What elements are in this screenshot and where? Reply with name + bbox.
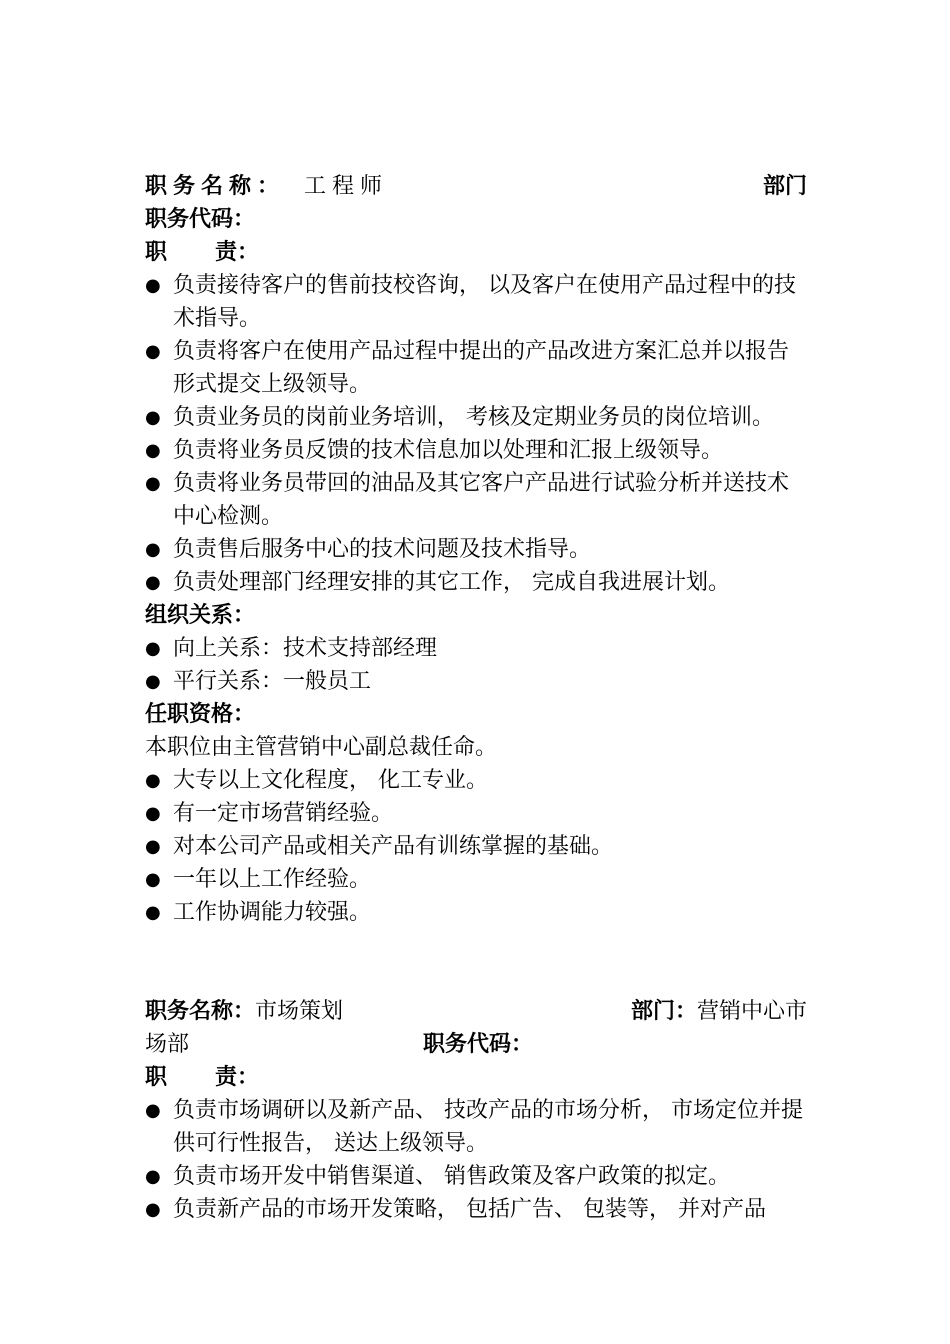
job1-duty-label-b: 责：: [215, 240, 260, 265]
job2-duty-heading: [145, 1061, 807, 1094]
list-item: ● 大专以上文化程度， 化工专业。: [145, 764, 807, 797]
list-item: ● 负责市场调研以及新产品、 技改产品的市场分析， 市场定位并提供可行性报告， 送达上级领导。: [145, 1094, 807, 1160]
job2-dept-label: 部门：: [630, 999, 697, 1024]
job2-code-label: 职务代码：: [423, 1032, 534, 1057]
job2-dept-value-b: 场部: [145, 1032, 190, 1057]
list-item: ● 平行关系：一般员工: [145, 665, 807, 698]
job2-second-line: [145, 1028, 807, 1061]
job1-dept-label: 部门: [762, 174, 807, 199]
job2-dept-value-a: 营销中心市: [696, 999, 807, 1024]
list-item: ● 负责新产品的市场开发策略， 包括广告、 包装等， 并对产品: [145, 1193, 807, 1226]
job1-title-label: 职务名称：: [145, 174, 286, 199]
job2-title-value: 市场策划: [255, 999, 344, 1024]
job2-duty-label-b: 责：: [215, 1065, 260, 1090]
job1-qual-label: 任职资格：: [145, 702, 256, 727]
list-item: ● 负责接待客户的售前技校咨询， 以及客户在使用产品过程中的技术指导。: [145, 269, 807, 335]
list-item: ● 负责将客户在使用产品过程中提出的产品改进方案汇总并以报告形式提交上级领导。: [145, 335, 807, 401]
list-item: ● 负责售后服务中心的技术问题及技术指导。: [145, 533, 807, 566]
list-item: ● 负责将业务员带回的油品及其它客户产品进行试验分析并送技术中心检测。: [145, 467, 807, 533]
job1-qual-intro: 本职位由主管营销中心副总裁任命。: [145, 735, 498, 760]
document-page: [145, 170, 807, 1226]
job1-header: [145, 170, 807, 203]
list-item: ● 一年以上工作经验。: [145, 863, 807, 896]
list-item: ● 有一定市场营销经验。: [145, 797, 807, 830]
job1-duty-heading: [145, 236, 807, 269]
job1-title-value: 工程师: [304, 174, 389, 199]
list-item: ● 向上关系：技术支持部经理: [145, 632, 807, 665]
job2-duty-label-a: 职: [145, 1065, 168, 1090]
job1-org-label: 组织关系：: [145, 603, 256, 628]
list-item: ● 对本公司产品或相关产品有训练掌握的基础。: [145, 830, 807, 863]
job2-title-label: 职务名称：: [145, 999, 256, 1024]
job1-code-label: 职务代码：: [145, 207, 256, 232]
list-item: ● 负责市场开发中销售渠道、 销售政策及客户政策的拟定。: [145, 1160, 807, 1193]
list-item: ● 负责业务员的岗前业务培训， 考核及定期业务员的岗位培训。: [145, 401, 807, 434]
list-item: ● 工作协调能力较强。: [145, 896, 807, 929]
job1-duty-label-a: 职: [145, 240, 168, 265]
list-item: ● 负责处理部门经理安排的其它工作， 完成自我进展计划。: [145, 566, 807, 599]
job2-header: [145, 995, 807, 1028]
list-item: ● 负责将业务员反馈的技术信息加以处理和汇报上级领导。: [145, 434, 807, 467]
